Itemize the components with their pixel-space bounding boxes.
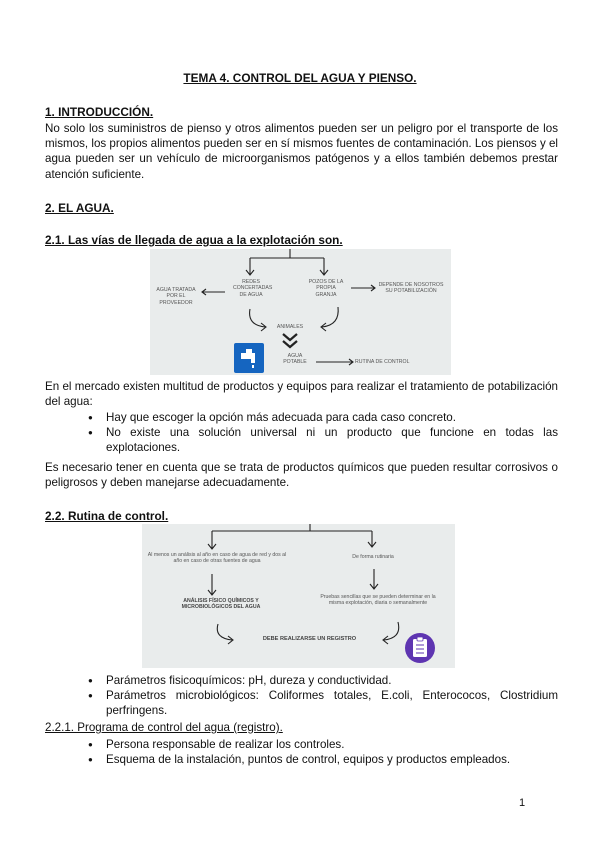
diagram-label-depende: DEPENDE DE NOSOTROS SU POTABILIZACIÓN [378,282,444,295]
page-title: TEMA 4. CONTROL DEL AGUA Y PIENSO. [183,71,417,85]
subsection-heading-rutina: 2.2. Rutina de control. [45,509,169,523]
list-item: ● Persona responsable de realizar los controles. [90,737,558,752]
diagram-label-redes: REDES CONCERTADAS DE AGUA [233,279,273,298]
water-tap-icon [234,343,264,373]
section-heading-agua: 2. EL AGUA. [45,201,114,215]
parameters-bullet-list [90,673,558,719]
list-item: ● Hay que escoger la opción más adecuada para cada caso concreto. [90,410,558,425]
treatment-bullet-list [90,410,558,456]
control-routine-diagram [142,524,455,668]
water-sources-diagram [150,249,451,375]
list-item: ● Esquema de la instalación, puntos de control, equipos y productos empleados. [90,752,558,767]
diagram-label-left-note: Al menos un análisis al año en caso de agua de red y dos al año en caso de otras fuentes de agua [147,552,287,565]
diagram-label-registro: DEBE REALIZARSE UN REGISTRO [262,636,357,642]
subsubsection-heading-programa: 2.2.1. Programa de control del agua (registro). [45,721,283,734]
diagram-label-rutina: RUTINA DE CONTROL [355,359,410,365]
diagram-label-right-detail: Pruebas sencillas que se pueden determinar en la misma explotación, diaria o semanalmente [320,594,436,607]
page-number: 1 [519,797,526,809]
diagram-label-agua-potable: AGUA POTABLE [283,353,307,366]
section-heading-introduccion: 1. INTRODUCCIÓN. [45,105,154,119]
diagram-label-animales: ANIMALES [276,324,304,330]
treatment-paragraph: En el mercado existen multitud de productos y equipos para realizar el tratamiento de potabilización del agua: [45,380,558,409]
clipboard-icon [405,633,435,663]
diagram-label-tratada: AGUA TRATADA POR EL PROVEEDOR [156,287,196,306]
program-bullet-list [90,737,558,767]
diagram-label-right-note: De forma rutinaria [352,554,394,560]
chemicals-paragraph: Es necesario tener en cuenta que se trata de productos químicos que pueden resultar corrosivos o peligrosos y deben manejarse adecuadamente. [45,461,558,490]
list-item: ● Parámetros fisicoquímicos: pH, dureza y conductividad. [90,673,558,688]
intro-paragraph: No solo los suministros de pienso y otros alimentos pueden ser un peligro por el transporte de los mismos, los propios alimentos pueden ser en sí mismos fuentes de contaminación. Los piensos y el agua pueden ser un vehículo de microorganismos patógenos y a ellos también debemos prestar atención suficiente. [45,122,558,181]
diagram-label-pozos: POZOS DE LA PROPIA GRANJA [308,279,344,298]
list-item: ● No existe una solución universal ni un producto que funcione en todas las explotaciones. [90,425,558,455]
list-item: ● Parámetros microbiológicos: Coliformes totales, E.coli, Enterococos, Clostridium perfringens. [90,688,558,718]
subsection-heading-vias: 2.1. Las vías de llegada de agua a la explotación son. [45,233,343,247]
diagram-label-analisis: ANÁLISIS FÍSICO QUÍMICOS Y MICROBIOLÓGICOS DEL AGUA [181,598,261,611]
